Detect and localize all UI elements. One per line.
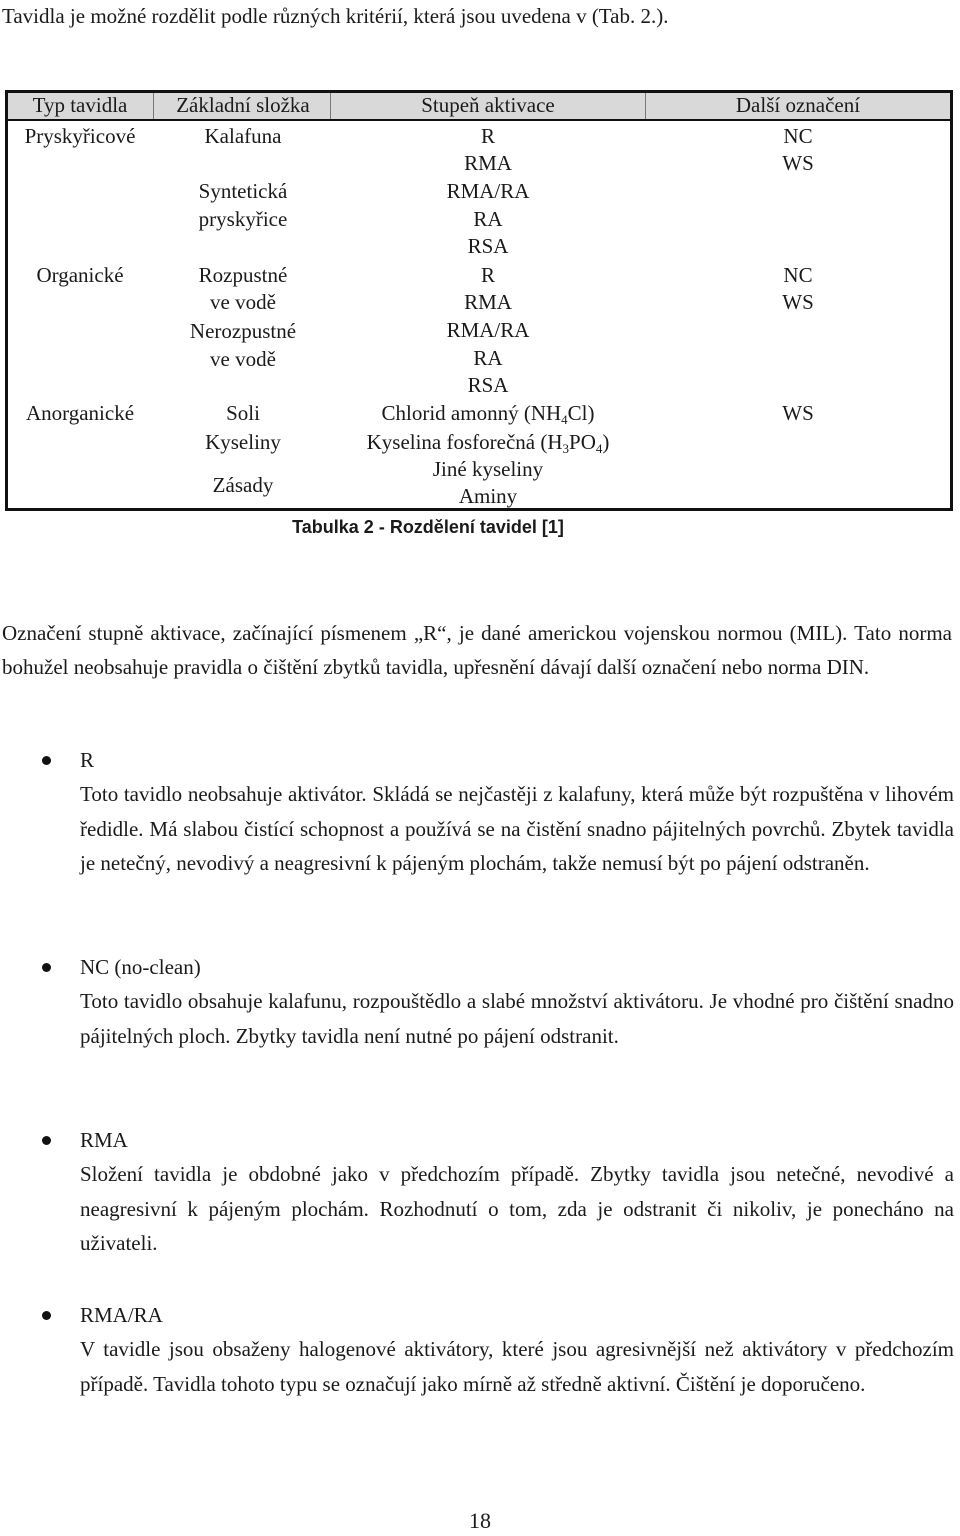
bullet-icon <box>42 1136 51 1145</box>
bullet-text-rma: Složení tavidla je obdobné jako v předchozím případě. Zbytky tavidla jsou netečné, nevodivé a neagresivní k pájeným plochám. Rozhodnutí o tom, zda je odstranit či nikoliv, je ponecháno na uživateli. <box>80 1162 954 1255</box>
chlorid-text: Chlorid amonný (NH <box>381 401 562 425</box>
activation-cell: RMA <box>464 290 512 314</box>
type-organicke: Organické <box>36 263 124 287</box>
chlorid-text-end: Cl) <box>567 401 595 425</box>
component-cell: Rozpustné <box>198 263 288 287</box>
bullet-title-rma: RMA <box>80 1128 128 1152</box>
kyselina-text-end: ) <box>602 430 610 454</box>
bullet-title-rma-ra: RMA/RA <box>80 1303 163 1327</box>
table-caption <box>0 514 960 540</box>
kyselina-text: Kyselina fosforečná (H <box>366 430 563 454</box>
kyselina-subscript: 3 <box>562 441 570 456</box>
component-cell: Kyseliny <box>205 430 281 454</box>
activation-kyselina <box>330 428 646 456</box>
designation-cell: WS <box>782 401 814 425</box>
designation-cell: WS <box>782 151 814 175</box>
kyselina-text-mid: PO <box>569 430 596 454</box>
bullet-title-nc: NC (no-clean) <box>80 955 201 979</box>
header-typ-tavidla: Typ tavidla <box>32 93 128 117</box>
activation-cell: RMA/RA <box>446 318 530 342</box>
kyselina-subscript-2: 4 <box>595 441 603 456</box>
component-cell: ve vodě <box>210 347 276 371</box>
chlorid-subscript: 4 <box>561 412 568 427</box>
component-cell: Nerozpustné <box>189 319 297 343</box>
activation-chlorid <box>330 399 646 427</box>
type-anorganicke: Anorganické <box>25 401 135 425</box>
component-cell: Zásady <box>212 473 274 497</box>
bullet-icon <box>42 963 51 972</box>
component-cell: ve vodě <box>210 290 276 314</box>
bullet-icon <box>42 756 51 765</box>
header-zakladni-slozka: Základní složka <box>176 93 310 117</box>
caption-text: Tabulka 2 - Rozdělení tavidel [1] <box>292 517 564 537</box>
type-pryskyricove: Pryskyřicové <box>24 124 136 148</box>
component-cell: pryskyřice <box>198 207 288 231</box>
activation-cell: RA <box>473 346 503 370</box>
page-number: 18 <box>469 1508 491 1533</box>
activation-cell: RA <box>473 207 503 231</box>
activation-cell: R <box>480 263 495 287</box>
bullet-text-r: Toto tavidlo neobsahuje aktivátor. Skládá se nejčastěji z kalafuny, která může být rozpuštěna v lihovém ředidle. Má slabou čistící schopnost a používá se na čistění snadno pájitelných povrchů. Zbytek tavidla je netečný, nevodivý a neagresivní k pájeným plochám, takže nemusí být po pájení odstraněn. <box>80 782 954 875</box>
activation-cell: RMA <box>464 151 512 175</box>
activation-cell: Jiné kyseliny <box>432 457 544 481</box>
table-header-separator <box>153 93 154 119</box>
activation-cell: RSA <box>467 373 509 397</box>
bullet-icon <box>42 1311 51 1320</box>
header-dalsi-oznaceni: Další označení <box>735 93 861 117</box>
component-cell: Syntetická <box>198 179 288 203</box>
bullet-title-r: R <box>80 748 95 772</box>
activation-cell: Aminy <box>458 484 518 508</box>
intro-text: Tavidla je možné rozdělit podle různých kritérií, která jsou uvedena v (Tab. 2.). <box>2 4 669 28</box>
designation-cell: NC <box>783 263 813 287</box>
designation-cell: NC <box>783 124 813 148</box>
component-cell: Soli <box>226 401 260 425</box>
table-header-divider <box>5 119 953 121</box>
activation-cell: R <box>480 124 495 148</box>
bullet-text-nc: Toto tavidlo obsahuje kalafunu, rozpouštědlo a slabé množství aktivátoru. Je vhodné pro čištění snadno pájitelných ploch. Zbytky tavidla není nutné po pájení odstranit. <box>80 989 954 1048</box>
component-cell: Kalafuna <box>204 124 282 148</box>
bullet-text-rma-ra: V tavidle jsou obsaženy halogenové aktivátory, které jsou agresivnější než aktivátory v předchozím případě. Tavidla tohoto typu se označují jako mírně až středně aktivní. Čištění je doporučeno. <box>80 1337 954 1396</box>
activation-cell: RMA/RA <box>446 179 530 203</box>
designation-cell: WS <box>782 290 814 314</box>
activation-cell: RSA <box>467 234 509 258</box>
header-stupen-aktivace: Stupeň aktivace <box>421 93 555 117</box>
activation-paragraph: Označení stupně aktivace, začínající písmenem „R“, je dané americkou vojenskou normou (MIL). Tato norma bohužel neobsahuje pravidla o čištění zbytků tavidla, upřesnění dávají další označení nebo norma DIN. <box>2 621 952 679</box>
